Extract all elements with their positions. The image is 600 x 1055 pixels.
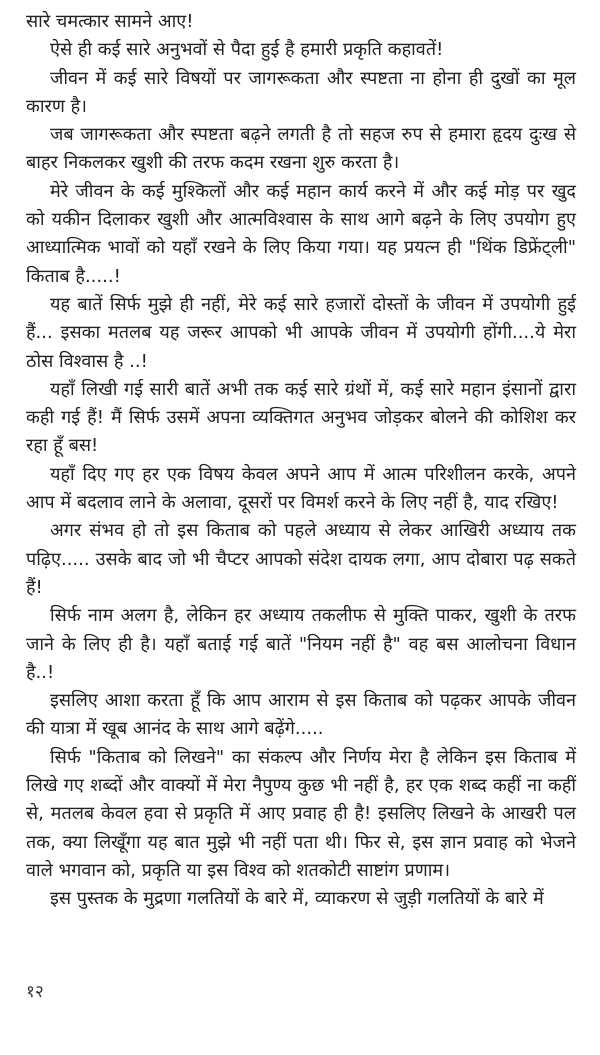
paragraph-9: अगर संभव हो तो इस किताब को पहले अध्याय से लेकर आखिरी अध्याय तक पढ़िए..... उसके बाद जो भी चैप्टर आपको संदेश दायक लगा, आप दोबारा पढ़ सकते हैं! bbox=[26, 520, 576, 598]
paragraph-10: सिर्फ नाम अलग है, लेकिन हर अध्याय तकलीफ से मुक्ति पाकर, खुशी के तरफ जाने के लिए ही है। यहाँ बताई गई बातें "नियम नहीं है" वह बस आलोचना विधान है..! bbox=[26, 605, 576, 683]
paragraph-8: यहाँ दिए गए हर एक विषय केवल अपने आप में आत्म परिशीलन करके, अपने आप में बदलाव लाने के अलावा, दूसरों पर विमर्श करने के लिए नहीं है, याद रखिए! bbox=[26, 463, 576, 514]
book-page bbox=[26, 8, 576, 1048]
paragraph-4: जब जागरूकता और स्पष्टता बढ़ने लगती है तो सहज रुप से हमारा हृदय दुःख से बाहर निकलकर खुशी की तरफ कदम रखना शुरु करता है। bbox=[26, 124, 576, 174]
paragraph-5: मेरे जीवन के कई मुश्किलों और कई महान कार्य करने में और कई मोड़ पर खुद को यकीन दिलाकर खुशी और आत्मविश्वास के साथ आगे बढ़ने के लिए उपयोग हुए आध्यात्मिक भावों को यहाँ रखने के लिए किया गया। यह प्रयत्न ही "थिंक डिफ्रेंट्ली" किताब है.....! bbox=[26, 180, 576, 287]
paragraph-3: जीवन में कई सारे विषयों पर जागरूकता और स्पष्टता ना होना ही दुखों का मूल कारण है। bbox=[26, 67, 576, 117]
paragraph-13: इस पुस्तक के मुद्रणा गलतियों के बारे में, व्याकरण से जुड़ी गलतियों के बारे में bbox=[50, 888, 544, 910]
page-number: १२ bbox=[26, 982, 44, 1002]
paragraph-11: इसलिए आशा करता हूँ कि आप आराम से इस किताब को पढ़कर आपके जीवन की यात्रा में खूब आनंद के साथ आगे बढ़ेंगे..... bbox=[26, 690, 576, 740]
paragraph-12: सिर्फ "किताब को लिखने" का संकल्प और निर्णय मेरा है लेकिन इस किताब में लिखे गए शब्दों और वाक्यों में मेरा नैपुण्य कुछ भी नहीं है, हर एक शब्द कहीं ना कहीं से, मतलब केवल हवा से प्रकृति में आए प्रवाह ही है! इसलिए लिखने के आखरी पल तक, क्या लिखूँगा यह बात मुझे भी नहीं पता थी। फिर से, इस ज्ञान प्रवाह को भेजने वाले भगवान को, प्रकृति या इस विश्व को शतकोटी साष्टांग प्रणाम। bbox=[26, 746, 576, 881]
paragraph-2: ऐसे ही कई सारे अनुभवों से पैदा हुई है हमारी प्रकृति कहावतें! bbox=[50, 39, 444, 61]
paragraph-7: यहाँ लिखी गई सारी बातें अभी तक कई सारे ग्रंथों में, कई सारे महान इंसानों द्वारा कही गई हैं! मैं सिर्फ उसमें अपना व्यक्तिगत अनुभव जोड़कर बोलने की कोशिश कर रहा हूँ बस! bbox=[26, 378, 576, 457]
paragraph-1: सारे चमत्कार सामने आए! bbox=[26, 11, 194, 32]
paragraph-6: यह बातें सिर्फ मुझे ही नहीं, मेरे कई सारे हजारों दोस्तों के जीवन में उपयोगी हुई हैं... इसका मतलब यह जरूर आपको भी आपके जीवन में उपयोगी होंगी....ये मेरा ठोस विश्वास है ..! bbox=[26, 293, 576, 372]
